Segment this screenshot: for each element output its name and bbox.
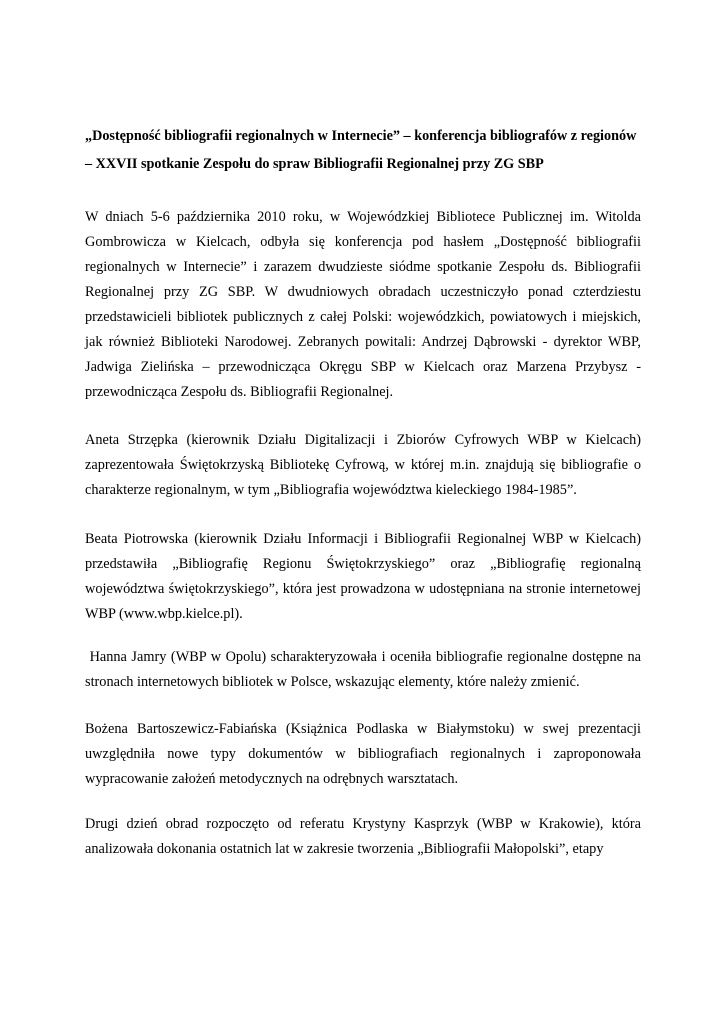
paragraph-jamry: Hanna Jamry (WBP w Opolu) scharakteryzowała i oceniła bibliografie regionalne dostępne na stronach internetowych bibliotek w Polsce, wskazując elementy, które należy zmienić.: [85, 649, 645, 690]
document-title: „Dostępność bibliografii regionalnych w Internecie” – konferencja bibliografów z regionów – XXVII spotkanie Zespołu do spraw Bibliografii Regionalnej przy ZG SBP: [85, 128, 637, 172]
paragraph-piotrowska: Beata Piotrowska (kierownik Działu Informacji i Bibliografii Regionalnej WBP w Kielcach) przedstawiła „Bibliografię Regionu Świętokrzyskiego” oraz „Bibliografię regionalną województwa świętokrzyskiego”, która jest prowadzona w udostępniana na stronie internetowej WBP (www.wbp.kielce.pl).: [85, 531, 641, 622]
paragraph-conference-intro: W dniach 5-6 października 2010 roku, w Wojewódzkiej Bibliotece Publicznej im. Witolda Gombrowicza w Kielcach, odbyła się konferencja pod hasłem „Dostępność bibliografii regionalnych w Internecie” i zarazem dwudzieste siódme spotkanie Zespołu ds. Bibliografii Regionalnej przy ZG SBP. W dwudniowych obradach uczestniczyło ponad czterdziestu przedstawicieli bibliotek publicznych z całej Polski: wojewódzkich, powiatowych i miejskich, jak również Biblioteki Narodowej. Zebranych powitali: Andrzej Dąbrowski - dyrektor WBP, Jadwiga Zielińska – przewodnicząca Okręgu SBP w Kielcach oraz Marzena Przybysz - przewodnicząca Zespołu ds. Bibliografii Regionalnej.: [85, 209, 641, 400]
paragraph-bartoszewicz: Bożena Bartoszewicz-Fabiańska (Książnica Podlaska w Białymstoku) w swej prezentacji uwzględniła nowe typy dokumentów w bibliografiach regionalnych i zaproponowała wypracowanie założeń metodycznych na odrębnych warsztatach.: [85, 721, 641, 787]
paragraph-strzepka: Aneta Strzępka (kierownik Działu Digitalizacji i Zbiorów Cyfrowych WBP w Kielcach) zaprezentowała Świętokrzyską Bibliotekę Cyfrową, w której m.in. znajdują się bibliografie o charakterze regionalnym, w tym „Bibliografia województwa kieleckiego 1984-1985”.: [85, 432, 641, 498]
paragraph-second-day: Drugi dzień obrad rozpoczęto od referatu Krystyny Kasprzyk (WBP w Krakowie), która analizowała dokonania ostatnich lat w zakresie tworzenia „Bibliografii Małopolski”, etapy: [85, 816, 641, 857]
